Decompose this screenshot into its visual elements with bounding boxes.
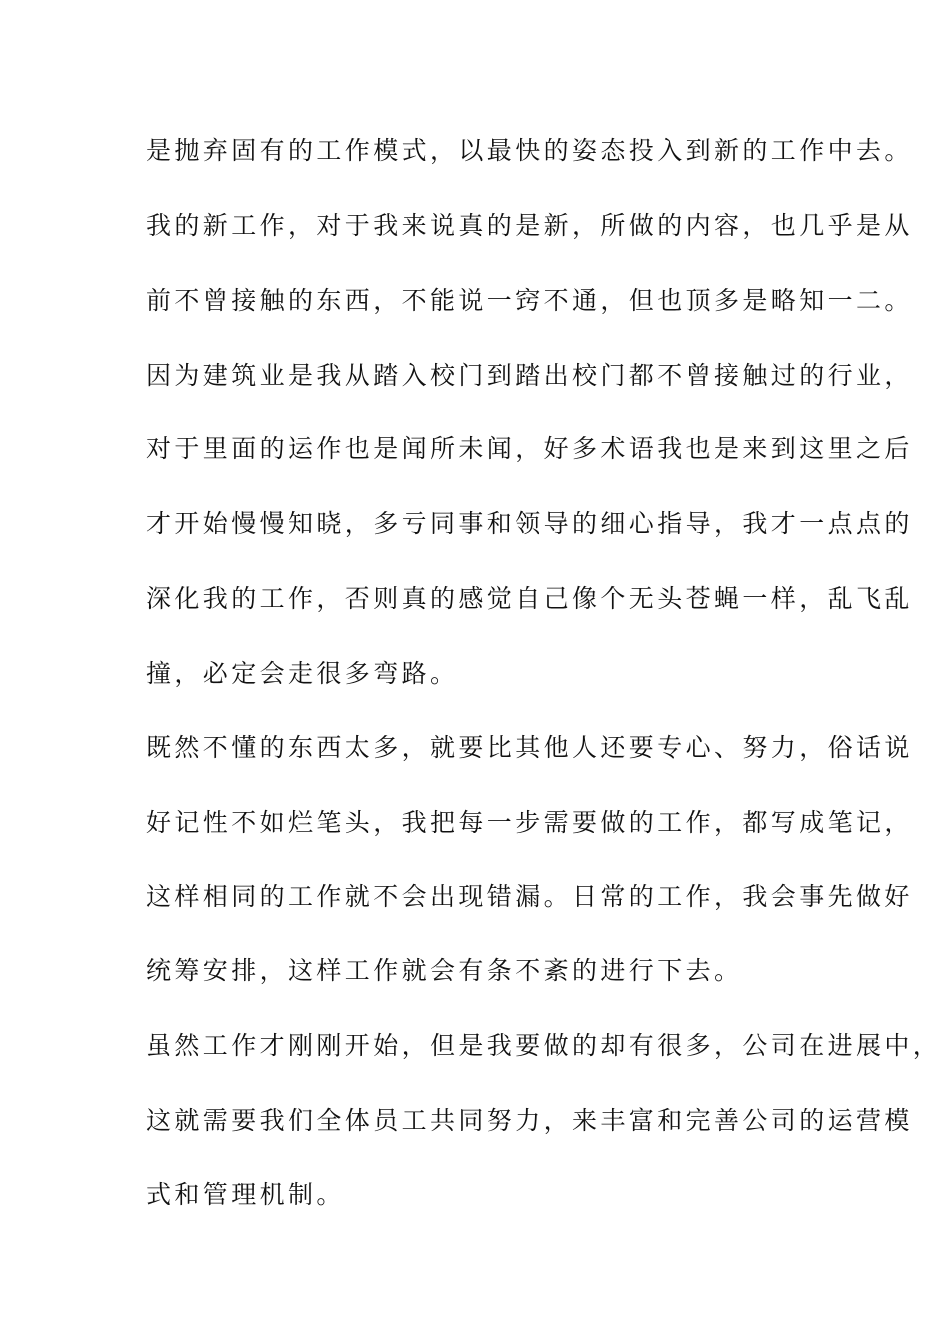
text-line: 因为建筑业是我从踏入校门到踏出校门都不曾接触过的行业， [146, 361, 913, 390]
text-line: 是抛弃固有的工作模式，以最快的姿态投入到新的工作中去。 [146, 136, 913, 165]
text-line: 才开始慢慢知晓，多亏同事和领导的细心指导，我才一点点的 [146, 509, 913, 538]
text-line: 我的新工作，对于我来说真的是新，所做的内容，也几乎是从 [146, 211, 913, 240]
text-line: 前不曾接触的东西，不能说一窍不通，但也顶多是略知一二。 [146, 286, 913, 315]
text-line: 统筹安排，这样工作就会有条不紊的进行下去。 [146, 956, 743, 985]
text-line: 这就需要我们全体员工共同努力，来丰富和完善公司的运营模 [146, 1106, 913, 1135]
text-line: 深化我的工作，否则真的感觉自己像个无头苍蝇一样，乱飞乱 [146, 584, 913, 613]
text-line: 好记性不如烂笔头，我把每一步需要做的工作，都写成笔记， [146, 808, 913, 837]
text-line: 对于里面的运作也是闻所未闻，好多术语我也是来到这里之后 [146, 434, 913, 463]
text-line: 虽然工作才刚刚开始，但是我要做的却有很多，公司在进展中， [146, 1031, 942, 1060]
text-line: 这样相同的工作就不会出现错漏。日常的工作，我会事先做好 [146, 882, 913, 911]
text-line: 撞，必定会走很多弯路。 [146, 659, 459, 688]
text-line: 式和管理机制。 [146, 1180, 345, 1209]
text-line: 既然不懂的东西太多，就要比其他人还要专心、努力，俗话说 [146, 733, 913, 762]
